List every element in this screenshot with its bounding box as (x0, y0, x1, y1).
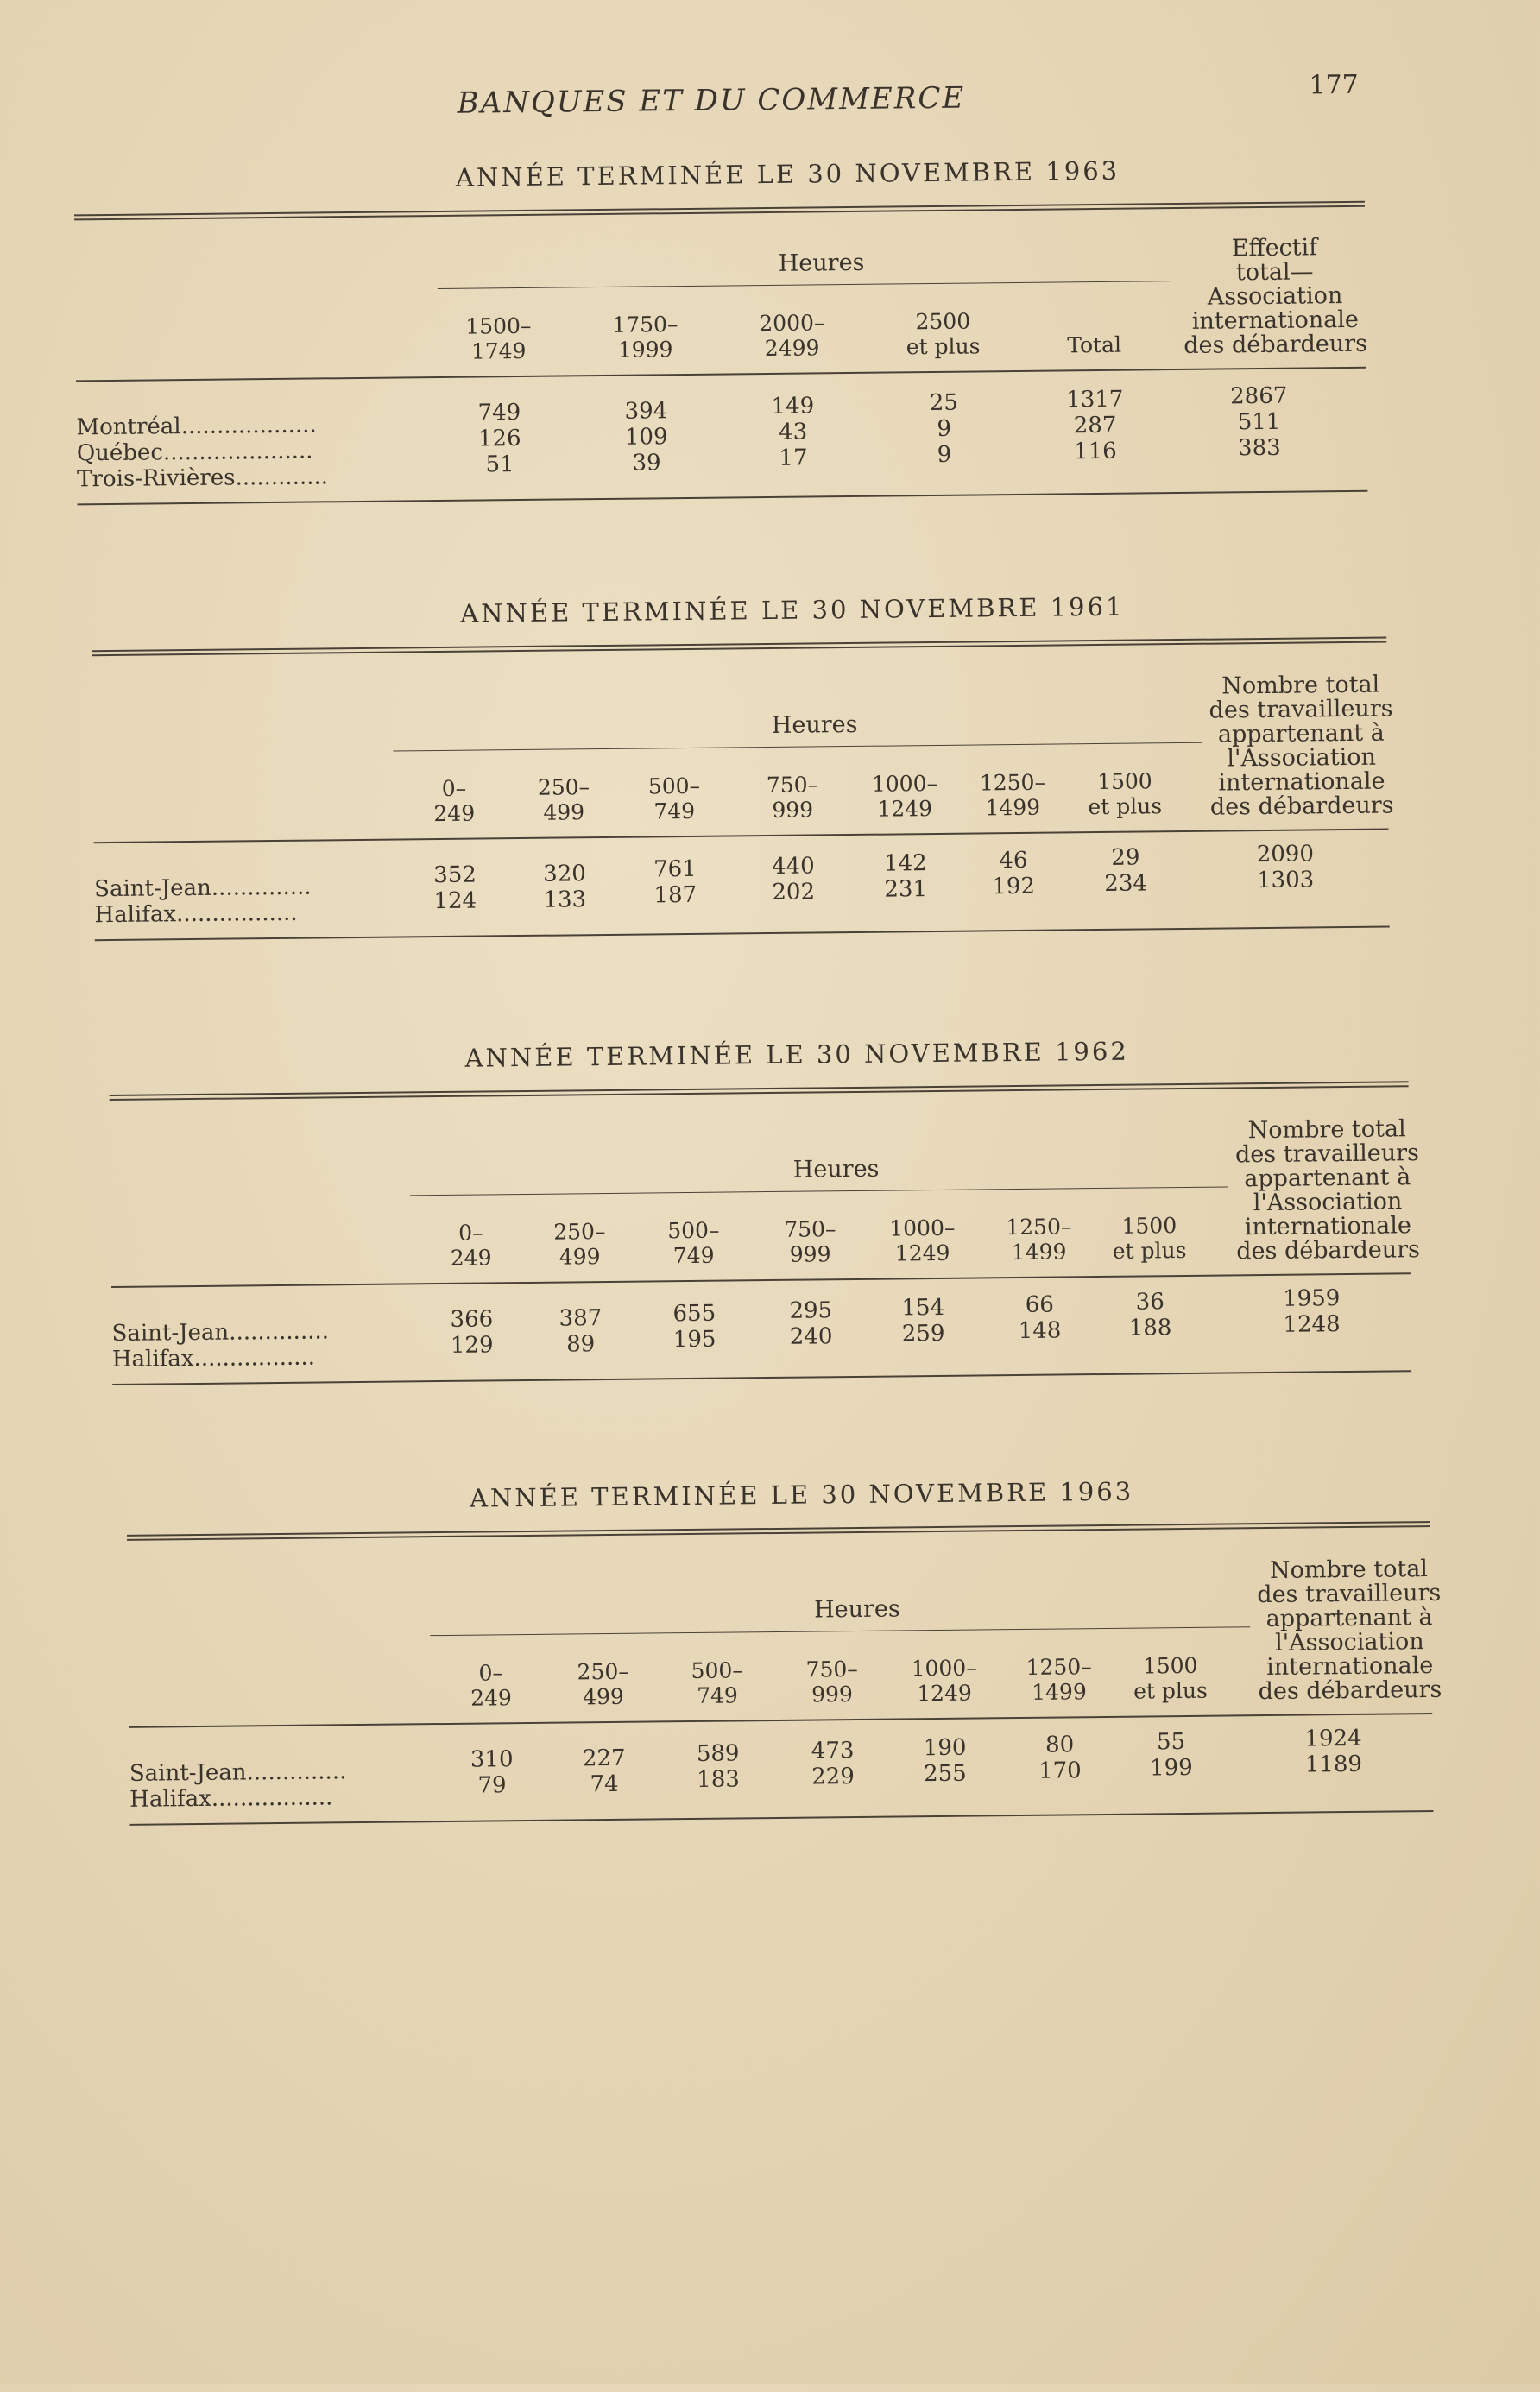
association-column-header (1219, 1117, 1436, 1265)
table-cell: 74 (590, 1770, 619, 1798)
table-cell: 36 (1135, 1289, 1164, 1316)
header-line: 1499 (1011, 1239, 1067, 1265)
association-column-header (1162, 235, 1387, 358)
header-line: 1249 (917, 1680, 972, 1707)
header-line: des travailleurs (1209, 695, 1393, 724)
table-cell: 109 (624, 424, 668, 451)
table-cell: 1924 (1304, 1725, 1362, 1752)
table-cell: 124 (433, 887, 477, 915)
top-double-rule (74, 201, 1365, 221)
table-cell: 240 (789, 1323, 833, 1350)
table-cell: 148 (1018, 1317, 1062, 1345)
table-cell: 80 (1045, 1732, 1075, 1758)
header-line: 500– (647, 773, 701, 799)
column-header (878, 308, 1008, 360)
table-cell: 46 (999, 847, 1028, 874)
table-cell: 749 (477, 399, 521, 426)
header-line (1029, 306, 1158, 333)
table-cell: 17 (779, 445, 808, 471)
column-header (514, 1219, 645, 1271)
table-cell: 133 (543, 887, 587, 913)
heures-label: Heures (792, 1155, 880, 1183)
header-line: 999 (811, 1682, 853, 1707)
header-line: 249 (470, 1685, 513, 1711)
column-header (857, 1215, 988, 1266)
table-cell: 55 (1156, 1729, 1186, 1756)
header-line: 1749 (470, 338, 527, 364)
table-cell: 655 (672, 1300, 716, 1328)
header-line: 2500 (915, 308, 971, 335)
header-line: 249 (433, 800, 476, 827)
table-section (0, 152, 1536, 583)
header-line: appartenant à (1244, 1164, 1411, 1193)
table-cell: 187 (653, 881, 697, 909)
table-cell: 366 (450, 1306, 494, 1333)
header-line: total— (1235, 258, 1314, 287)
table-cell: 170 (1038, 1758, 1082, 1784)
header-line: 750– (805, 1656, 858, 1682)
header-line: 1000– (911, 1655, 977, 1682)
header-line: l'Association (1253, 1188, 1403, 1217)
table-cell: 259 (901, 1320, 945, 1347)
table-cell: 229 (811, 1764, 855, 1790)
column-header (1106, 1652, 1236, 1704)
table-cell: 190 (923, 1734, 967, 1762)
table-cell: 352 (433, 861, 477, 889)
header-line: 1250– (1026, 1654, 1092, 1680)
header-bottom-rule (76, 367, 1366, 382)
header-line: des débardeurs (1258, 1676, 1442, 1706)
table-cell: 66 (1025, 1291, 1054, 1318)
table-cell: 149 (771, 393, 815, 420)
heures-rule (410, 1186, 1228, 1196)
table-cell: 202 (772, 879, 816, 906)
header-line: 1500– (465, 312, 532, 339)
header-line: 1500 (1121, 1213, 1177, 1239)
heures-rule (438, 281, 1171, 289)
table-cell: 234 (1104, 870, 1148, 897)
header-line: 250– (537, 774, 590, 800)
header-line: Total (1067, 331, 1122, 358)
table-cell: 387 (559, 1305, 603, 1332)
row-label: Saint-Jean.............. (129, 1758, 347, 1787)
header-line: 999 (789, 1241, 831, 1267)
header-line: 499 (582, 1683, 625, 1710)
column-header (426, 1660, 557, 1712)
row-label: Trois-Rivières............. (77, 464, 329, 493)
table-cell: 473 (811, 1738, 855, 1764)
row-label: Montréal................... (76, 412, 317, 441)
table-cell: 199 (1149, 1754, 1193, 1782)
header-line: 499 (543, 799, 585, 825)
header-line: 1750– (612, 312, 678, 338)
column-header (628, 1217, 759, 1269)
table-cell: 383 (1237, 434, 1281, 462)
header-line: 1999 (617, 337, 673, 363)
header-line: et plus (1112, 1237, 1187, 1264)
header-line: 749 (696, 1682, 739, 1708)
header-line: 0– (478, 1660, 504, 1686)
header-line: Effectif (1231, 234, 1318, 262)
table-cell: 320 (543, 861, 586, 887)
header-line: appartenant à (1217, 719, 1385, 748)
header-line: 1500 (1142, 1652, 1198, 1679)
column-header (745, 1216, 875, 1268)
table-title: ANNÉE TERMINÉE LE 30 NOVEMBRE 1962 (464, 1036, 1129, 1073)
table-cell: 231 (884, 876, 928, 903)
table-cell: 142 (883, 850, 927, 877)
heures-label: Heures (778, 249, 865, 277)
header-line: 1000– (889, 1215, 956, 1241)
table-cell: 39 (632, 450, 661, 477)
header-line: l'Association (1227, 743, 1377, 773)
table-cell: 89 (566, 1331, 596, 1358)
heures-label: Heures (771, 710, 858, 739)
header-line: Nombre total (1247, 1115, 1406, 1145)
header-line: internationale (1191, 306, 1360, 335)
running-head: BANQUES ET DU COMMERCE (457, 80, 966, 121)
header-line: internationale (1244, 1212, 1412, 1241)
header-line: 500– (691, 1657, 743, 1684)
row-label: Québec..................... (76, 438, 313, 467)
header-line: internationale (1265, 1652, 1434, 1682)
header-line: des travailleurs (1257, 1579, 1442, 1609)
row-label: Saint-Jean.............. (111, 1318, 330, 1347)
table-cell: 129 (450, 1332, 494, 1359)
table-cell: 183 (697, 1766, 740, 1793)
table-section (5, 1473, 1540, 1903)
row-label: Saint-Jean.............. (94, 874, 312, 903)
header-line: 250– (553, 1219, 606, 1245)
header-line: 1250– (1006, 1214, 1072, 1240)
table-cell: 1303 (1256, 867, 1315, 894)
header-line: internationale (1218, 767, 1385, 797)
header-line: 1000– (871, 770, 938, 797)
header-line: et plus (906, 333, 981, 360)
header-line: 250– (577, 1658, 629, 1685)
row-label: Halifax................. (111, 1344, 316, 1373)
row-label: Halifax................. (94, 899, 298, 929)
header-line: 499 (559, 1244, 601, 1270)
column-header (1084, 1213, 1215, 1265)
table-cell: 25 (929, 389, 959, 417)
header-line: appartenant à (1265, 1604, 1433, 1633)
header-line: 1500 (1096, 768, 1152, 795)
header-bottom-rule (129, 1713, 1432, 1728)
header-line: 1249 (894, 1240, 950, 1266)
table-section (1, 1032, 1540, 1463)
column-header (653, 1657, 783, 1709)
table-cell: 295 (789, 1297, 833, 1324)
table-cell: 79 (477, 1772, 507, 1799)
table-cell: 227 (582, 1745, 626, 1772)
heures-label: Heures (813, 1595, 900, 1624)
heures-rule (394, 742, 1202, 752)
table-cell: 126 (477, 425, 521, 452)
table-bottom-rule (112, 1370, 1411, 1385)
header-line: et plus (1133, 1677, 1208, 1704)
column-header (1029, 306, 1159, 358)
table-cell: 1189 (1304, 1751, 1363, 1778)
column-header (580, 312, 710, 363)
header-bottom-rule (111, 1272, 1411, 1288)
header-line: des débardeurs (1209, 792, 1394, 821)
table-cell: 2867 (1230, 382, 1288, 410)
table-bottom-rule (130, 1810, 1434, 1826)
header-line: 249 (450, 1245, 492, 1271)
header-line: 1499 (985, 794, 1041, 821)
header-line: 999 (772, 797, 814, 823)
header-line: et plus (1088, 793, 1163, 820)
table-cell: 192 (992, 873, 1036, 900)
top-double-rule (110, 1081, 1409, 1101)
column-header (727, 310, 857, 362)
header-line: 0– (441, 775, 467, 801)
table-cell: 116 (1073, 438, 1117, 465)
header-line: 500– (667, 1217, 720, 1244)
table-cell: 761 (653, 855, 697, 883)
header-line: 1249 (877, 796, 933, 822)
column-header (994, 1654, 1125, 1706)
heures-rule (430, 1626, 1250, 1636)
table-cell: 154 (901, 1294, 945, 1322)
table-cell: 188 (1128, 1315, 1172, 1341)
table-cell: 1317 (1066, 386, 1124, 413)
table-cell: 589 (696, 1740, 740, 1767)
column-header (948, 769, 1078, 821)
header-line: 749 (653, 798, 696, 824)
table-cell: 9 (937, 415, 952, 442)
column-header (539, 1658, 669, 1710)
row-label: Halifax................. (129, 1784, 333, 1813)
header-line: 750– (766, 772, 819, 798)
table-cell: 29 (1111, 844, 1140, 871)
table-cell: 43 (778, 419, 808, 445)
column-header (728, 772, 858, 824)
table-cell: 394 (624, 398, 668, 425)
header-line: Association (1207, 282, 1343, 311)
top-double-rule (92, 637, 1386, 657)
table-cell: 440 (771, 853, 815, 880)
table-cell: 287 (1073, 412, 1117, 439)
table-cell: 255 (923, 1760, 967, 1788)
header-line: l'Association (1274, 1628, 1424, 1657)
table-cell: 9 (937, 441, 952, 468)
table-title: ANNÉE TERMINÉE LE 30 NOVEMBRE 1963 (455, 155, 1120, 192)
column-header (433, 312, 564, 364)
column-header (880, 1655, 1010, 1707)
table-cell: 195 (672, 1326, 716, 1354)
table-title: ANNÉE TERMINÉE LE 30 NOVEMBRE 1961 (460, 591, 1125, 628)
header-line: Nombre total (1269, 1556, 1429, 1584)
association-column-header (1240, 1557, 1458, 1705)
table-bottom-rule (95, 925, 1390, 941)
page-number: 177 (1309, 69, 1359, 101)
table-cell: 310 (470, 1746, 514, 1773)
table-title: ANNÉE TERMINÉE LE 30 NOVEMBRE 1963 (469, 1476, 1134, 1513)
table-cell: 51 (485, 451, 514, 478)
association-column-header (1193, 672, 1411, 820)
header-line: 1250– (979, 769, 1046, 796)
header-line: Nombre total (1221, 671, 1380, 700)
table-section (0, 588, 1540, 1019)
header-line: 750– (784, 1216, 836, 1242)
header-line: 0– (458, 1220, 483, 1246)
header-line: des débardeurs (1236, 1236, 1421, 1265)
column-header (767, 1657, 898, 1708)
top-double-rule (127, 1521, 1430, 1541)
header-line: des débardeurs (1183, 330, 1368, 359)
header-line: des travailleurs (1234, 1139, 1420, 1169)
column-header (609, 773, 740, 824)
table-cell: 2090 (1256, 841, 1315, 868)
header-line: 2000– (759, 310, 825, 337)
header-bottom-rule (94, 828, 1389, 843)
header-line: 749 (672, 1242, 715, 1269)
table-cell: 511 (1237, 408, 1281, 436)
table-bottom-rule (77, 490, 1367, 506)
table-cell: 1959 (1282, 1285, 1341, 1312)
table-cell: 1248 (1283, 1311, 1341, 1338)
header-line: 2499 (764, 335, 820, 362)
column-header (1060, 768, 1190, 820)
header-line: 1499 (1032, 1679, 1087, 1705)
